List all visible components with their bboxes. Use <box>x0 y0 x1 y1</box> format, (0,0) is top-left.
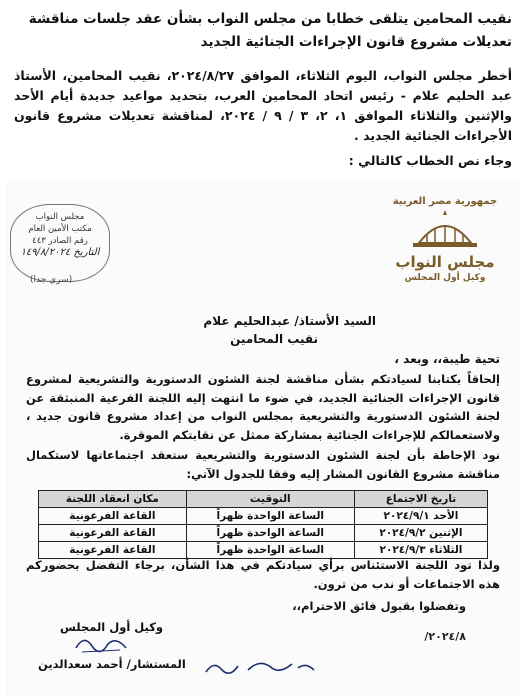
incoming-stamp <box>10 204 110 282</box>
cell-place: القاعة الفرعونية <box>39 525 187 542</box>
emblem-office: وكيل أول المجلس <box>404 273 486 283</box>
table-header-row <box>39 491 488 508</box>
cell-date: الأحد ٢٠٢٤/٩/١ <box>354 508 487 525</box>
dome-icon <box>407 209 483 249</box>
emblem-name: مجلس النواب <box>395 253 495 271</box>
table-row <box>39 525 488 542</box>
header-date: تاريخ الاجتماع <box>354 491 487 508</box>
meeting-schedule-table <box>38 490 488 559</box>
closing-line: وتفضلوا بقبول فائق الاحترام،، <box>292 599 466 613</box>
stamp-line-2: مكتب الأمين العام <box>28 224 92 234</box>
greeting: تحية طيبة،، وبعد ، <box>394 352 500 366</box>
letter-body-2: نود الإحاطة بأن لجنة الشئون الدستورية والتشريعية ستعقد اجتماعاتها لاستكمال مناقشة مشروع القانون المشار إليه وفقا للجدول الآتي: <box>26 448 500 481</box>
letter-body-3: ولذا تود اللجنة الاستئناس برأي سيادتكم في هذا الشأن، برجاء التفضل بحضوركم هذه الاجتماعات أو ندب من ترون. <box>26 558 500 591</box>
letter-intro: وجاء نص الخطاب كالتالي : <box>348 153 512 168</box>
signer-title: وكيل أول المجلس <box>60 620 164 634</box>
stamp-reference: (سري جدا) <box>30 275 73 285</box>
stamp-line-4: التاريخ ١٤٩/٨/٢٠٢٤ <box>20 247 100 258</box>
stamp-line-1: مجلس النواب <box>35 212 85 222</box>
stamp-line-3: رقم الصادر ٤٤٣ <box>32 236 88 246</box>
table-row <box>39 508 488 525</box>
letter-date: ٢٠٢٤/٨/ <box>424 630 466 643</box>
article-paragraph: أخطر مجلس النواب، اليوم الثلاثاء، الموافق ٢٠٢٤/٨/٢٧، نقيب المحامين، الأستاذ عبد الحليم علام - رئيس اتحاد المحامين العرب، بتحديد مواعيد جديدة أيام الأحد والإثنين والثلاثاء الموافق ١، ٢، ٣ / ٩ / ٢٠٢٤، لمناقشة تعديلات مشروع قانون الأجراءات الجنائية الجديد . <box>14 68 513 143</box>
cell-place: القاعة الفرعونية <box>39 542 187 559</box>
addressee-line: السيد الأستاذ/ عبدالحليم علام <box>203 314 376 328</box>
signature-icon <box>72 630 132 656</box>
addressee-title: نقيب المحامين <box>230 332 318 346</box>
signer-name: المستشار/ أحمد سعدالدين <box>38 657 186 671</box>
article-headline: نقيب المحامين يتلقى خطابا من مجلس النواب بشأن عقد جلسات مناقشة تعديلات مشروع قانون الإجراءات الجنائية الجديد <box>28 11 512 50</box>
cell-time: الساعة الواحدة ظهراً <box>186 525 354 542</box>
cell-time: الساعة الواحدة ظهراً <box>186 542 354 559</box>
emblem-country: جمهورية مصر العربية <box>392 196 498 207</box>
cell-place: القاعة الفرعونية <box>39 508 187 525</box>
parliament-emblem <box>386 196 504 308</box>
letter-body-1: إلحاقاً بكتابنا لسيادتكم بشأن مناقشة لجنة الشئون الدستورية والتشريعية لمشروع قانون الإجراءات الجنائية الجديد، في ضوء ما انتهت إليه اللجنة الفرعية المنبثقة عن لجنة الشئون الدستورية والتشريعية بمجلس النواب من إعداد مشروع قانون جديد ، ولاستعمالكم للإجراءات الجنائية بمشاركة ممثل عن نقابتكم الموقرة. <box>26 372 500 442</box>
cell-date: الثلاثاء ٢٠٢٤/٩/٣ <box>354 542 487 559</box>
cell-time: الساعة الواحدة ظهراً <box>186 508 354 525</box>
header-place: مكان انعقاد اللجنة <box>39 491 187 508</box>
header-time: التوقيت <box>186 491 354 508</box>
cell-date: الإثنين ٢٠٢٤/٩/٢ <box>354 525 487 542</box>
handwritten-note-icon <box>200 652 320 682</box>
